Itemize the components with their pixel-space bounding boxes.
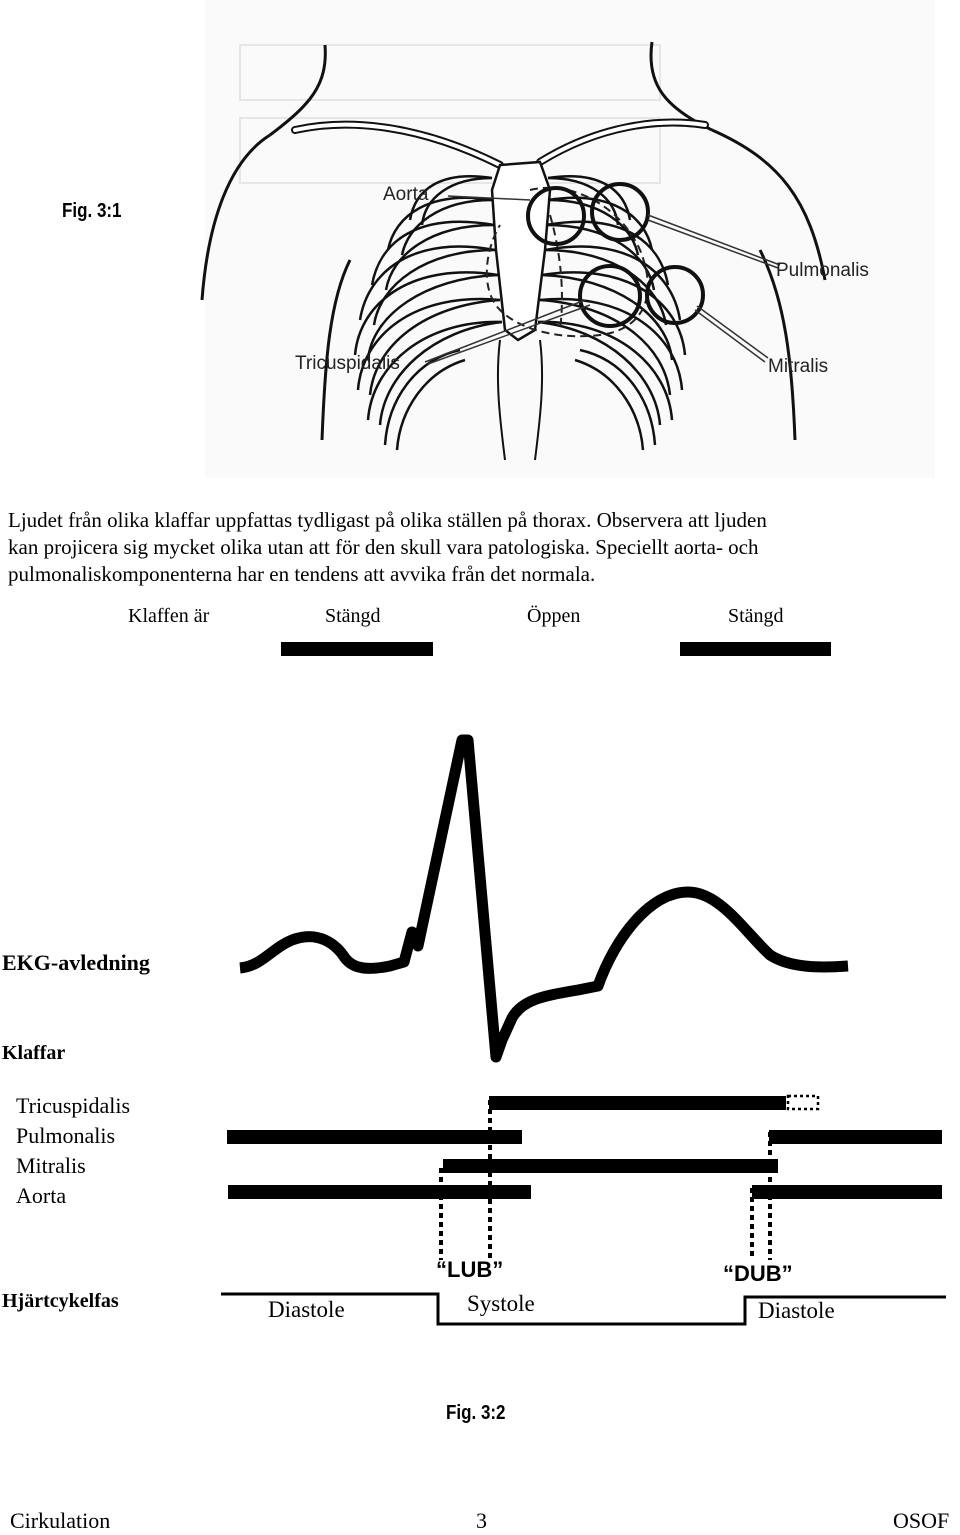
ekg-waveform [0,700,960,1080]
thorax-illustration [200,0,940,480]
valve-timing-diagram [0,1080,960,1280]
sound-dub: “DUB” [723,1261,793,1286]
bar-tricuspidalis-dotted [788,1096,818,1109]
valves-label: Klaffar [2,1042,66,1064]
ekg-label: EKG-avledning [2,950,150,975]
bar-aorta-1 [228,1185,531,1199]
valve-name-pulmonalis: Pulmonalis [16,1123,116,1148]
footer-section: Cirkulation [10,1508,111,1533]
closed-bar-2 [680,642,831,656]
paragraph-line: pulmonaliskomponenterna har en tendens att avvika från det normala. [8,562,596,586]
bar-aorta-2 [752,1185,942,1199]
label-tricuspidalis: Tricuspidalis [295,353,400,374]
label-mitralis: Mitralis [768,356,829,377]
bar-pulmonalis-1 [227,1130,522,1144]
valve-state-title: Klaffen är [128,605,210,627]
label-aorta: Aorta [383,184,429,205]
figure-2-label: Fig. 3:2 [446,1402,506,1424]
valve-name-tricuspidalis: Tricuspidalis [16,1093,131,1118]
valve-state-closed-1: Stängd [325,605,381,627]
footer-org: OSOF [893,1508,950,1533]
paragraph-line: kan projicera sig mycket olika utan att för den skull vara patologiska. Speciellt aorta- och [8,535,759,559]
paragraph-line: Ljudet från olika klaffar uppfattas tydligast på olika ställen på thorax. Observera att ljuden [8,508,767,532]
footer-page-number: 3 [476,1508,487,1533]
sound-lub: “LUB” [436,1257,504,1282]
phase-diastole-2: Diastole [758,1298,835,1323]
phase-systole: Systole [467,1291,535,1316]
bar-mitralis [443,1159,778,1173]
label-pulmonalis: Pulmonalis [776,260,869,281]
body-paragraph [8,507,958,588]
valve-state-open: Öppen [527,605,581,627]
cycle-label: Hjärtcykelfas [2,1290,119,1312]
figure-1-label: Fig. 3:1 [62,200,122,222]
bar-pulmonalis-2 [769,1130,942,1144]
bar-tricuspidalis [489,1096,786,1110]
valve-name-aorta: Aorta [16,1183,67,1208]
closed-bar-1 [281,642,433,656]
valve-state-closed-2: Stängd [728,605,784,627]
valve-name-mitralis: Mitralis [16,1153,86,1178]
phase-diastole-1: Diastole [268,1297,345,1322]
